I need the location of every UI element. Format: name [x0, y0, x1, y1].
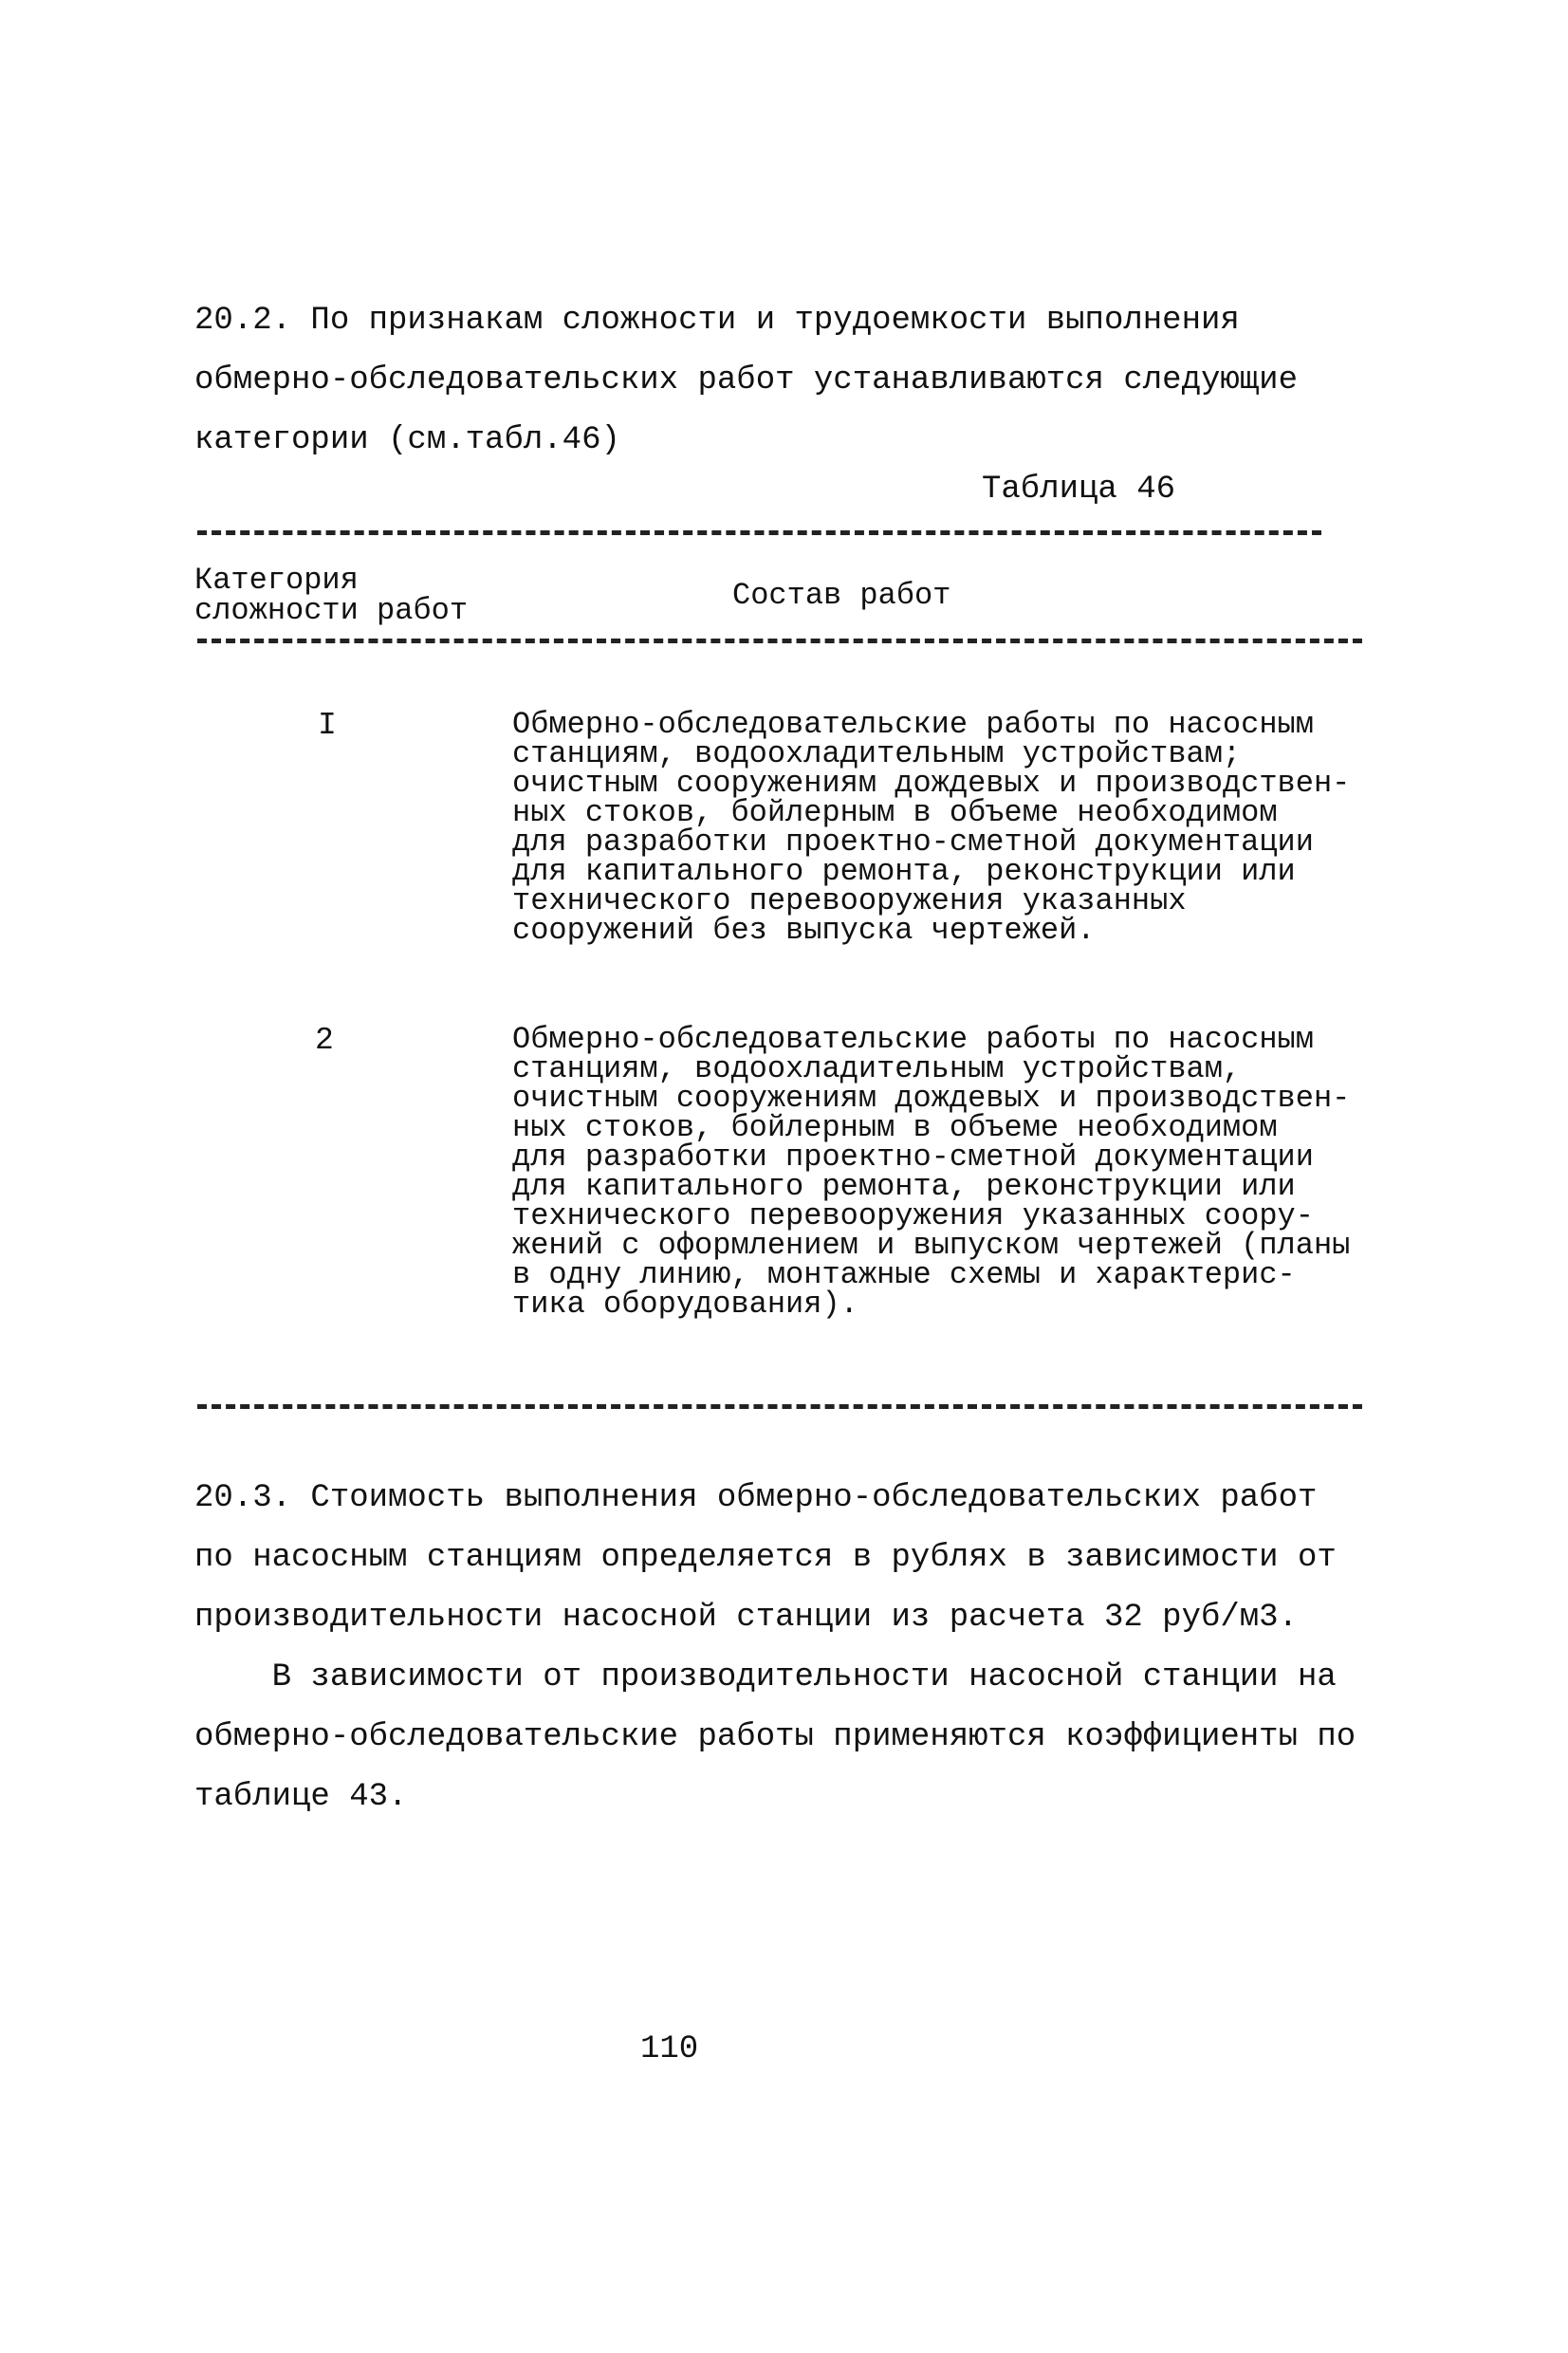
table-caption: Таблица 46: [982, 472, 1176, 508]
table-bottom-rule: [197, 1404, 1362, 1409]
table-row-2-category: 2: [315, 1023, 334, 1058]
table-header-rule: [197, 639, 1362, 643]
table-row-2-composition: Обмерно-обследовательские работы по насосным станциям, водоохладительным устройствам, очистным сооружениям дождевых и производствен- ных стоков, бойлерным в объеме необходимом для разработки проектно-сметной документации для капитального ремонта, реконструкции или технического перевооружения указанных соору- жений с оформлением и выпуском чертежей (планы в одну линию, монтажные схемы и характерис- тика оборудования).: [512, 1022, 1351, 1322]
table-top-rule: [197, 530, 1321, 535]
section-20-2-paragraph: 20.2. По признакам сложности и трудоемкости выполнения обмерно-обследовательских работ устанавливаются следующие категории (см.табл.46): [194, 303, 1298, 458]
table-header-category: Категория сложности работ: [194, 563, 469, 628]
page-number: 110: [640, 2031, 699, 2067]
table-row-1-composition: Обмерно-обследовательские работы по насосным станциям, водоохладительным устройствам; очистным сооружениям дождевых и производствен- ных стоков, бойлерным в объеме необходимом для разработки проектно-сметной документации для капитального ремонта, реконструкции или технического перевооружения указанных сооружений без выпуска чертежей.: [512, 707, 1351, 948]
table-row-1-category: I: [318, 708, 337, 743]
table-header-composition: Состав работ: [732, 578, 951, 613]
section-20-3-paragraph: 20.3. Стоимость выполнения обмерно-обследовательских работ по насосным станциям определяется в рублях в зависимости от производительности насосной станции из расчета 32 руб/м3. В зависимости от производительности насосной станции на обмерно-обследовательские работы применяются коэффициенты по таблице 43.: [194, 1480, 1356, 1815]
